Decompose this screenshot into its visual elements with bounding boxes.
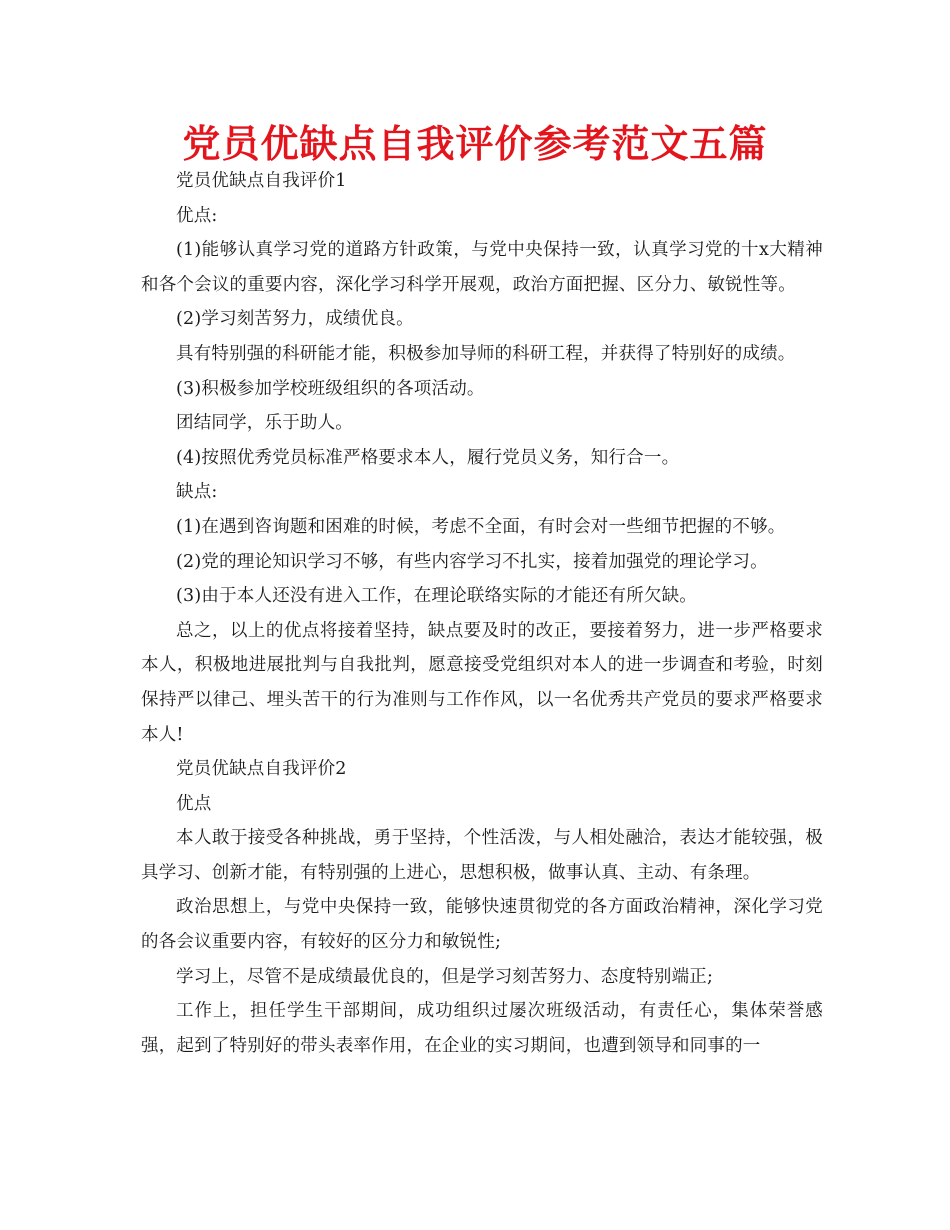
paragraph-weakness-3: (3)由于本人还没有进入工作，在理论联络实际的才能还有所欠缺。: [176, 586, 697, 607]
document-title: 党员优缺点自我评价参考范文五篇: [182, 122, 768, 166]
paragraph-strengths-label: 优点:: [176, 205, 218, 226]
paragraph-weaknesses-label: 缺点:: [176, 482, 218, 503]
paragraph-strength-3-detail: 团结同学，乐于助人。: [176, 413, 353, 434]
paragraph-politics: 政治思想上，与党中央保持一致，能够快速贯彻党的各方面政治精神，深化学习党的各会议重要内容，有较好的区分力和敏锐性;: [141, 897, 823, 953]
paragraph-summary: 总之，以上的优点将接着坚持，缺点要及时的改正，要接着努力，进一步严格要求本人，积极地进展批判与自我批判，愿意接受党组织对本人的进一步调查和考验，时刻保持严以律己、埋头苦干的行为准则与工作作风，以一名优秀共产党员的要求严格要求本人!: [141, 620, 823, 745]
paragraph-strength-3: (3)积极参加学校班级组织的各项活动。: [176, 378, 485, 399]
paragraph-work: 工作上，担任学生干部期间，成功组织过屡次班级活动，有责任心，集体荣誉感强，起到了特别好的带头表率作用，在企业的实习期间，也遭到领导和同事的一: [141, 1001, 823, 1056]
paragraph-strength-4: (4)按照优秀党员标准严格要求本人，履行党员义务，知行合一。: [176, 447, 680, 468]
paragraph-weakness-1: (1)在遇到咨询题和困难的时候，考虑不全面，有时会对一些细节把握的不够。: [176, 516, 786, 537]
paragraph-weakness-2: (2)党的理论知识学习不够，有些内容学习不扎实，接着加强党的理论学习。: [176, 551, 768, 572]
paragraph-strength-2-detail: 具有特别强的科研能才能，积极参加导师的科研工程，并获得了特别好的成绩。: [176, 343, 796, 364]
paragraph-strengths-label-2: 优点: [176, 793, 212, 814]
paragraph-strength-1: (1)能够认真学习党的道路方针政策，与党中央保持一致，认真学习党的十x大精神和各个会议的重要内容，深化学习科学开展观，政治方面把握、区分力、敏锐性等。: [141, 240, 823, 295]
paragraph-heading-1: 党员优缺点自我评价1: [176, 171, 347, 191]
paragraph-personality: 本人敢于接受各种挑战，勇于坚持，个性活泼，与人相处融洽，表达才能较强，极具学习、创新才能，有特别强的上进心，思想积极，做事认真、主动、有条理。: [141, 828, 823, 883]
document-body: [141, 164, 823, 1063]
paragraph-heading-2: 党员优缺点自我评价2: [176, 759, 347, 780]
paragraph-study: 学习上，尽管不是成绩最优良的，但是学习刻苦努力、态度特别端正;: [176, 966, 714, 987]
paragraph-strength-2: (2)学习刻苦努力，成绩优良。: [176, 309, 414, 330]
